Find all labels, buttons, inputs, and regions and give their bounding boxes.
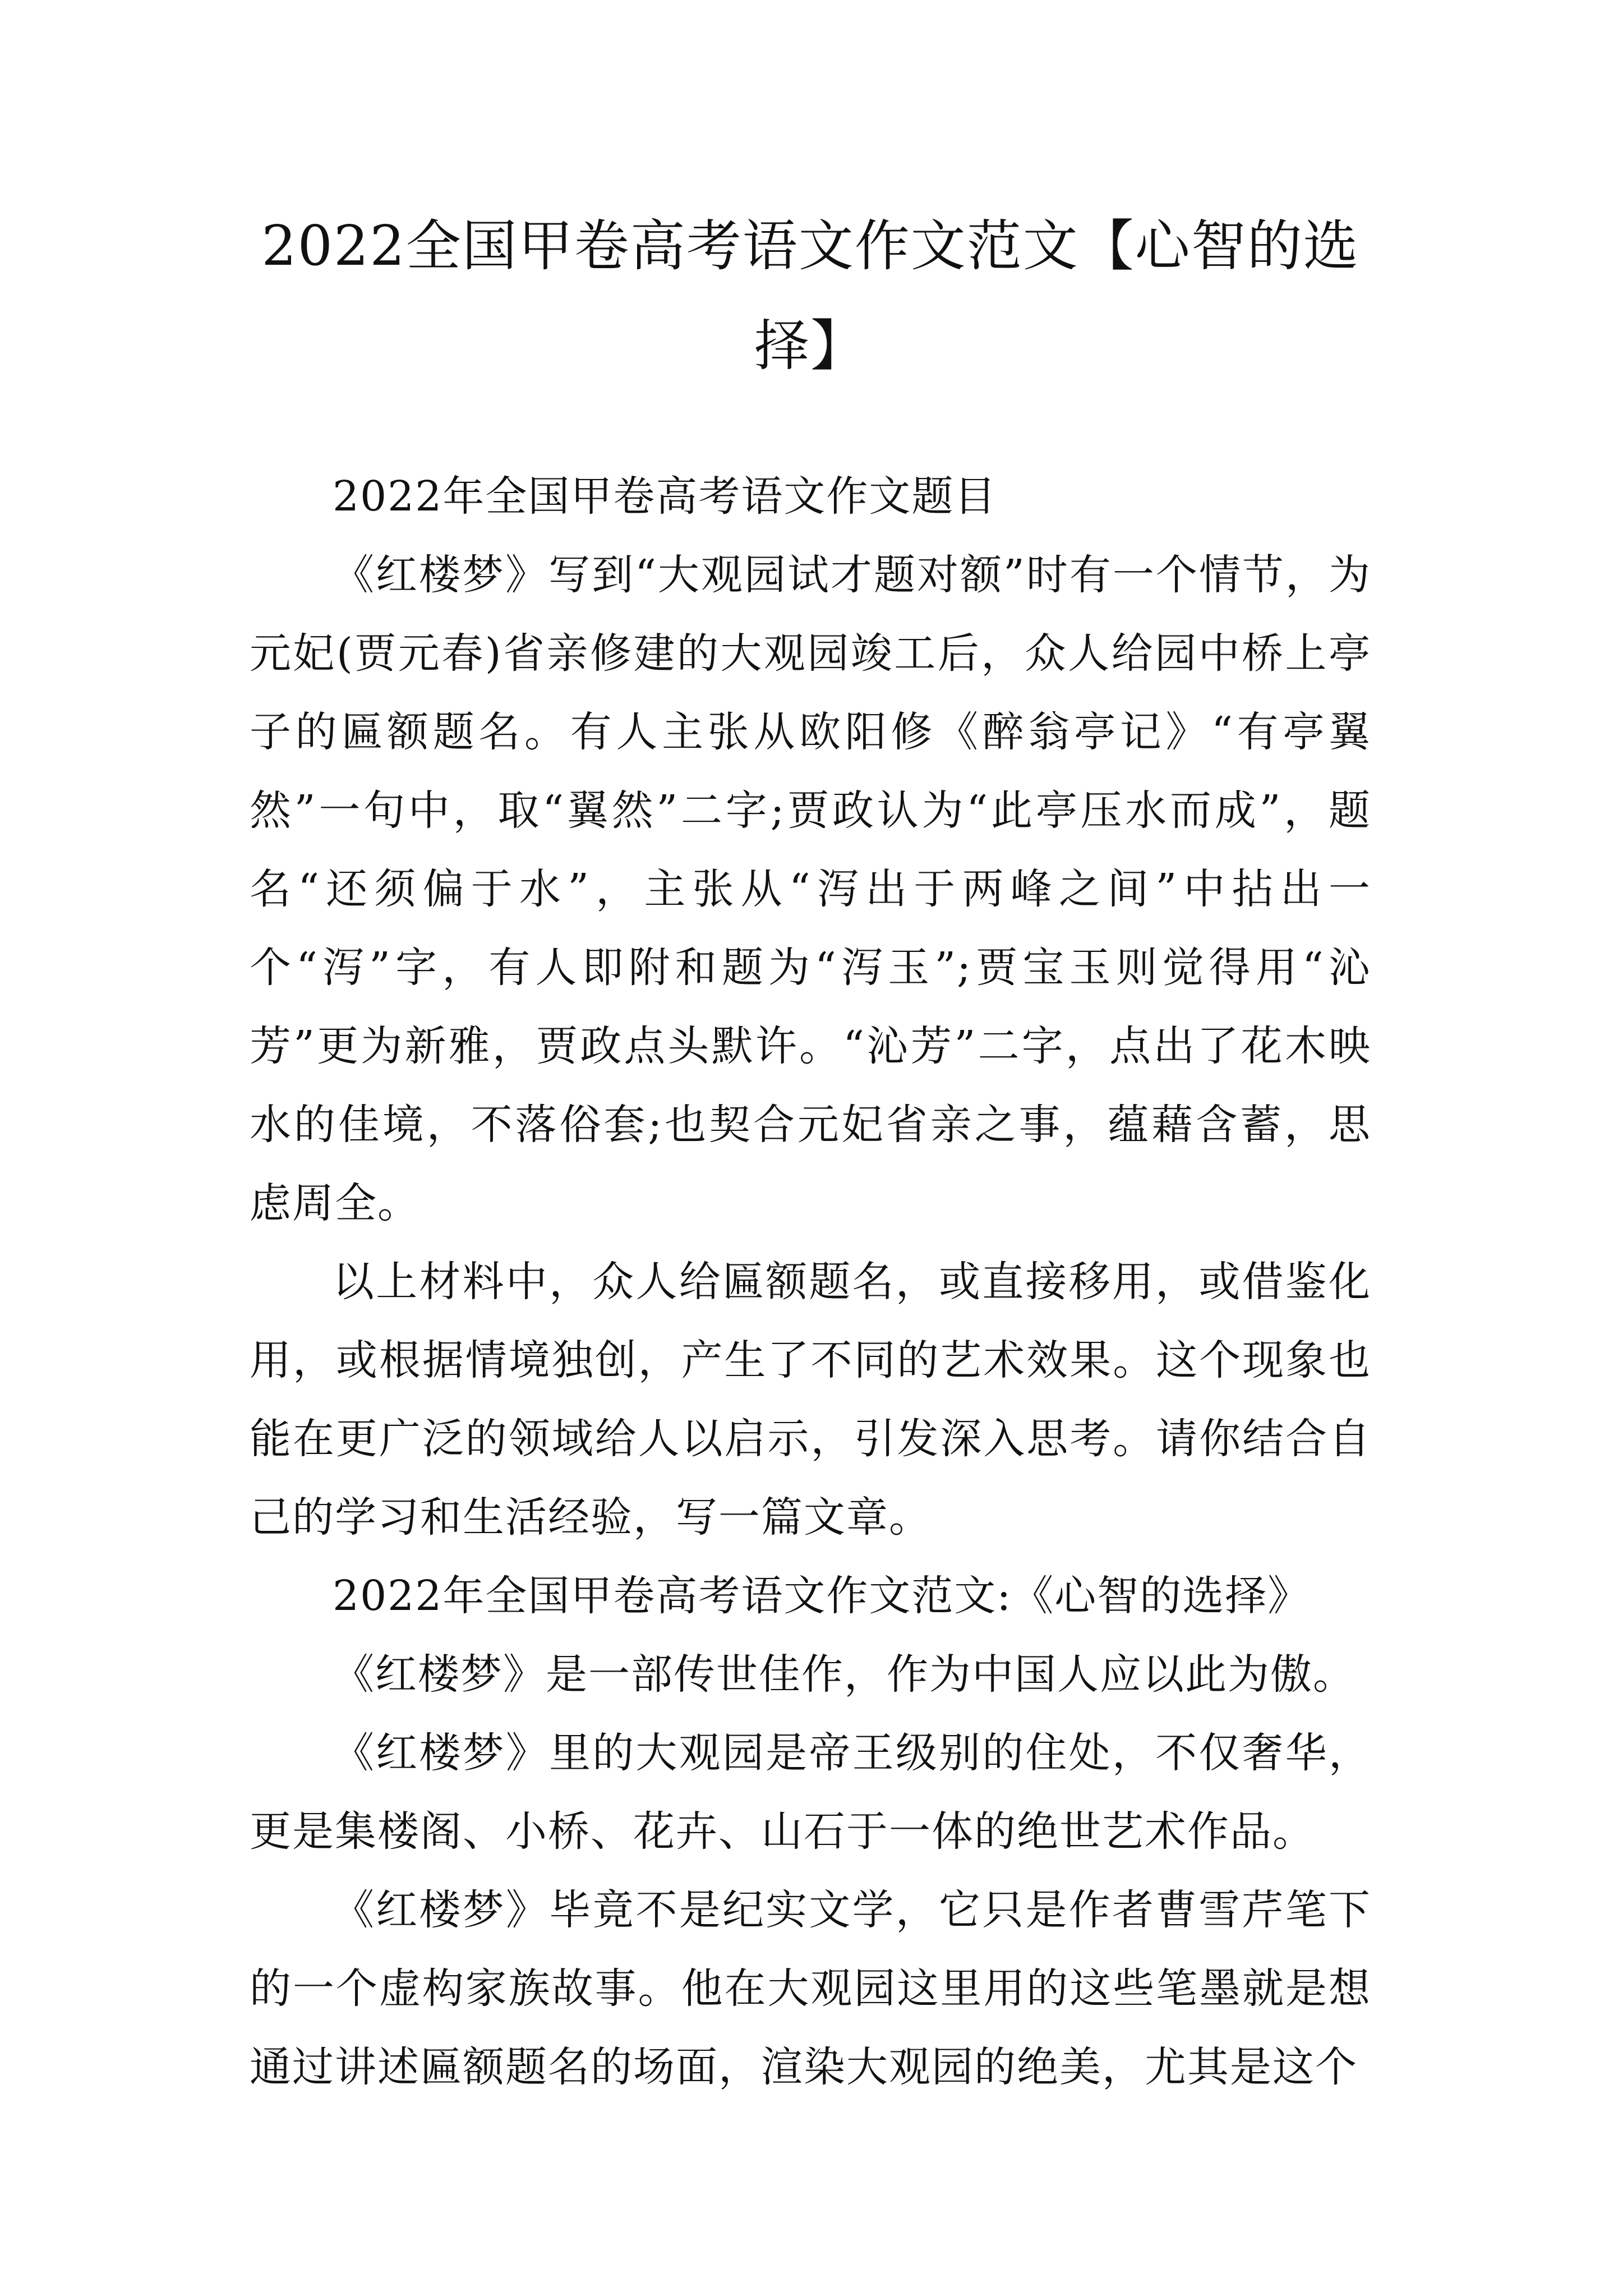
paragraph-sample-essay-heading: 2022年全国甲卷高考语文作文范文:《心智的选择》 (333, 1572, 1311, 1620)
paragraph-prompt-material: 《红楼梦》写到“大观园试才题对额”时有一个情节，为元妃(贾元春)省亲修建的大观园竣工后，众人给园中桥上亭子的匾额题名。有人主张从欧阳修《醉翁亭记》“有亭翼然”一句中，取“翼然”二字;贾政认为“此亭压水而成”，题名“还须偏于水”，主张从“泻出于两峰之间”中拈出一个“泻”字，有人即附和题为“泻玉”;贾宝玉则觉得用“沁芳”更为新雅，贾政点头默许。“沁芳”二字，点出了花木映水的佳境，不落俗套;也契合元妃省亲之事，蕴藉含蓄，思虑周全。 (250, 551, 1371, 1227)
document-body (250, 457, 1371, 2106)
paragraph-essay-1: 《红楼梦》是一部传世佳作，作为中国人应以此为傲。 (333, 1650, 1355, 1699)
paragraph-essay-prompt-heading: 2022年全国甲卷高考语文作文题目 (333, 472, 997, 521)
paragraph-essay-3: 《红楼梦》毕竟不是纪实文学，它只是作者曹雪芹笔下的一个虚构家族故事。他在大观园这里用的这些笔墨就是想通过讲述匾额题名的场面，渲染大观园的绝美，尤其是这个 (250, 1886, 1371, 2091)
paragraph-essay-2: 《红楼梦》里的大观园是帝王级别的住处，不仅奢华，更是集楼阁、小桥、花卉、山石于一体的绝世艺术作品。 (250, 1729, 1371, 1856)
document-title: 2022全国甲卷高考语文作文范文【心智的选择】 (261, 214, 1359, 378)
paragraph-prompt-instruction: 以上材料中，众人给匾额题名，或直接移用，或借鉴化用，或根据情境独创，产生了不同的艺术效果。这个现象也能在更广泛的领域给人以启示，引发深入思考。请你结合自己的学习和生活经验，写一篇文章。 (250, 1258, 1371, 1542)
